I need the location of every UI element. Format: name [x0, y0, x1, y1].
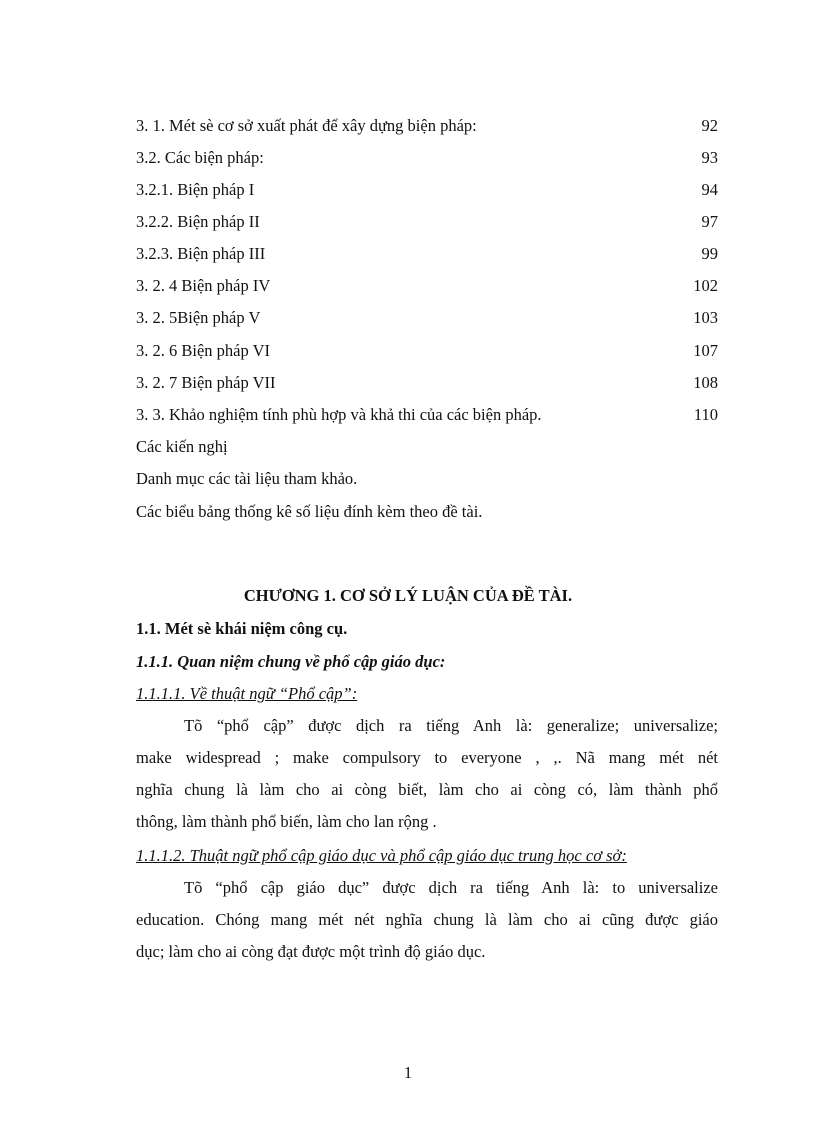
toc-entry-page: 94 — [701, 180, 718, 199]
toc-entry — [136, 178, 718, 202]
appendix-item-references: Danh mục các tài liệu tham khảo. — [136, 469, 358, 488]
toc-entry — [136, 306, 718, 330]
paragraph-line: Tõ “phổ cập” được dịch ra tiếng Anh là: generalize; universalize; — [184, 716, 718, 735]
toc-entry-page: 103 — [693, 308, 718, 327]
toc-entry-label: 3. 2. 4 Biện pháp IV — [136, 276, 271, 295]
paragraph-line: make widespread ; make compulsory to everyone , ,. Nã mang mét nét — [136, 748, 718, 767]
appendix-item-statistics: Các biểu bảng thống kê số liệu đính kèm theo đề tài. — [136, 502, 483, 521]
toc-entry-page: 99 — [701, 244, 718, 263]
toc-entry-label: 3. 2. 5Biện pháp V — [136, 308, 261, 327]
paragraph-line: education. Chóng mang mét nét nghĩa chung là làm cho ai cũng được giáo — [136, 910, 718, 929]
toc-entry — [136, 114, 718, 138]
paragraph-line: nghĩa chung là làm cho ai còng biết, làm cho ai còng có, làm thành phổ — [136, 780, 718, 799]
appendix-item-recommendations: Các kiến nghị — [136, 437, 228, 456]
paragraph-line: dục; làm cho ai còng đạt được một trình độ giáo dục. — [136, 942, 486, 961]
toc-entry — [136, 274, 718, 298]
toc-entry-page: 107 — [693, 341, 718, 360]
toc-entry-page: 102 — [693, 276, 718, 295]
paragraph-pho-cap — [136, 710, 718, 838]
toc-entry — [136, 242, 718, 266]
toc-entry — [136, 403, 718, 427]
chapter-title: CHƯƠNG 1. CƠ SỞ LÝ LUẬN CỦA ĐỀ TÀI. — [243, 586, 573, 605]
toc-entry-page: 92 — [701, 116, 718, 135]
toc-entry — [136, 210, 718, 234]
section-heading-1-1: 1.1. Mét sè khái niệm công cụ. — [136, 619, 348, 638]
toc-entry — [136, 146, 718, 170]
toc-entry-label: 3.2.1. Biện pháp I — [136, 180, 255, 199]
toc-entry-page: 97 — [701, 212, 718, 231]
paragraph-line: Tõ “phổ cập giáo dục” được dịch ra tiếng Anh là: to universalize — [184, 878, 718, 897]
toc-entry — [136, 339, 718, 363]
toc-entry-label: 3. 3. Khảo nghiệm tính phù hợp và khả thi của các biện pháp. — [136, 405, 542, 424]
section-heading-1-1-1: 1.1.1. Quan niệm chung về phổ cập giáo dục: — [136, 652, 446, 671]
toc-entry — [136, 371, 718, 395]
page-number: 1 — [403, 1063, 413, 1082]
toc-entry-label: 3. 1. Mét sè cơ sở xuất phát để xây dựng biện pháp: — [136, 116, 477, 135]
toc-entry-label: 3. 2. 6 Biện pháp VI — [136, 341, 270, 360]
paragraph-pho-cap-giao-duc — [136, 872, 718, 968]
toc-entry-label: 3.2. Các biện pháp: — [136, 148, 264, 167]
section-heading-1-1-1-2: 1.1.1.2. Thuật ngữ phổ cập giáo dục và phổ cập giáo dục trung học cơ sở: — [136, 846, 627, 865]
section-heading-1-1-1-1: 1.1.1.1. Về thuật ngữ “Phổ cập”: — [136, 684, 358, 703]
paragraph-line: thông, làm thành phổ biến, làm cho lan rộng . — [136, 812, 437, 831]
toc-entry-page: 93 — [701, 148, 718, 167]
toc-entry-label: 3. 2. 7 Biện pháp VII — [136, 373, 276, 392]
toc-entry-label: 3.2.2. Biện pháp II — [136, 212, 260, 231]
toc-entry-label: 3.2.3. Biện pháp III — [136, 244, 266, 263]
toc-entry-page: 108 — [693, 373, 718, 392]
toc-entry-page: 110 — [693, 405, 718, 424]
